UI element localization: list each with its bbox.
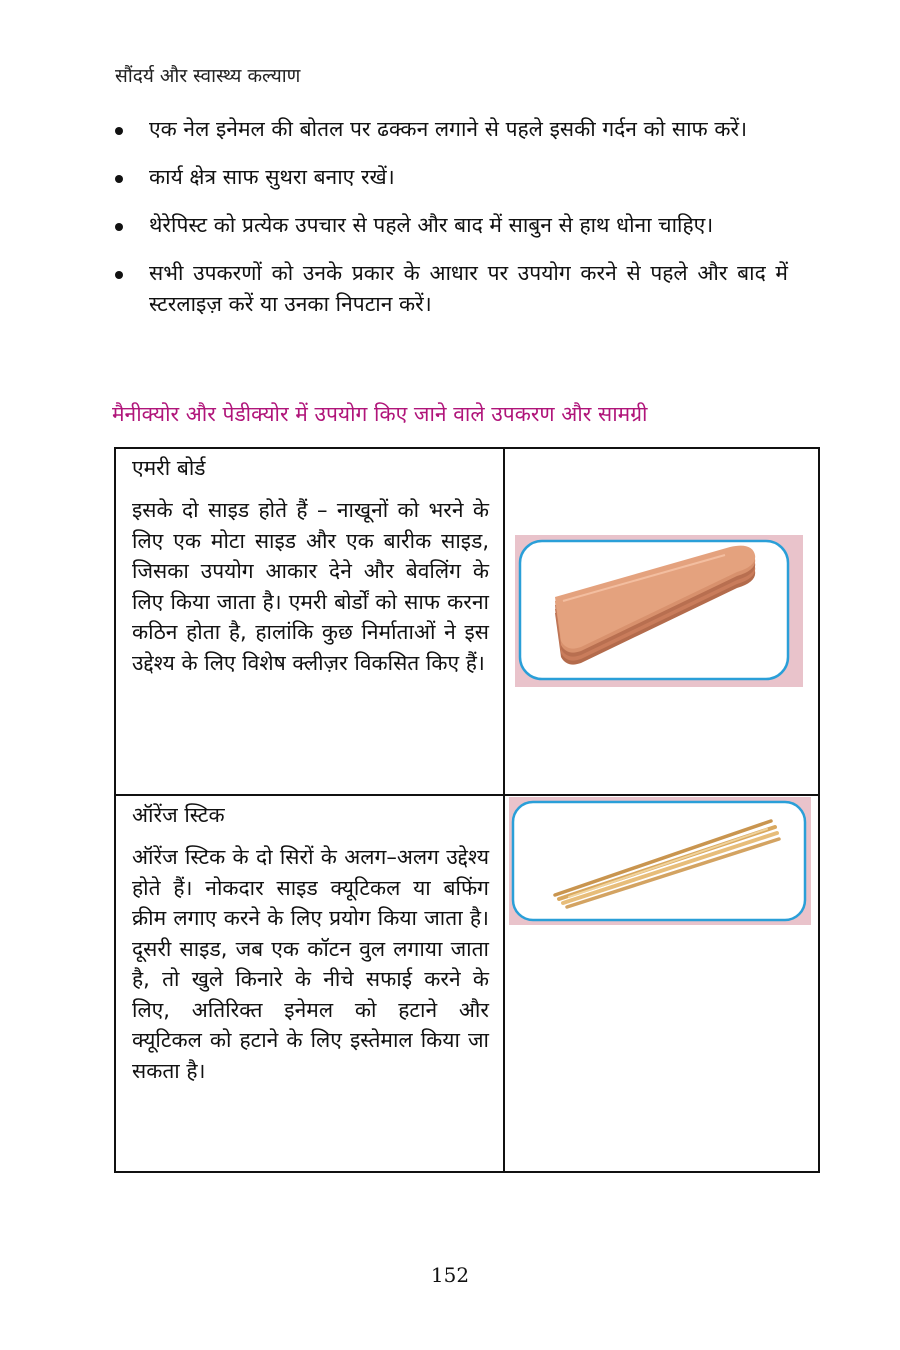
page-number: 152: [430, 1263, 470, 1287]
bullet-text: सभी उपकरणों को उनके प्रकार के आधार पर उपयोग करने से पहले और बाद में स्टरलाइज़ करें या उनका निपटान करें।: [149, 261, 788, 316]
list-item: [112, 162, 788, 193]
orange-stick-image: [509, 797, 811, 925]
running-header: सौंदर्य और स्वास्थ्य कल्याण: [115, 65, 301, 87]
tool-name: ऑरेंज स्टिक: [132, 803, 225, 827]
tool-description: इसके दो साइड होते हैं – नाखूनों को भरने के लिए एक मोटा साइड और एक बारीक साइड, जिसका उपयोग आकार देने और बेवलिंग के लिए किया जाता है। एमरी बोर्डों को साफ करना कठिन होता है, हालांकि कुछ निर्माताओं ने इस उद्देश्य के लिए विशेष क्लीज़र विकसित किए हैं।: [132, 498, 489, 675]
tool-text-cell: [115, 795, 504, 1172]
list-item: [112, 114, 788, 145]
tool-description: ऑरेंज स्टिक के दो सिरों के अलग–अलग उद्देश्य होते हैं। नोकदार साइड क्यूटिकल या बफिंग क्रीम लगाए करने के लिए प्रयोग किया जाता है। दूसरी साइड, जब एक कॉटन वुल लगाया जाता है, तो खुले किनारे के नीचे सफाई करने के लिए, अतिरिक्त इनेमल को हटाने और क्यूटिकल को हटाने के लिए इस्तेमाल किया जा सकता है।: [132, 845, 489, 1083]
list-item: [112, 258, 788, 320]
bullet-icon: [115, 175, 123, 183]
emery-board-image: [515, 535, 803, 687]
list-item: [112, 210, 788, 241]
bullet-icon: [115, 271, 123, 279]
bullet-text: थेरेपिस्ट को प्रत्येक उपचार से पहले और बाद में साबुन से हाथ धोना चाहिए।: [149, 213, 714, 237]
tools-table: [114, 447, 820, 1173]
bullet-text: एक नेल इनेमल की बोतल पर ढक्कन लगाने से पहले इसकी गर्दन को साफ करें।: [149, 117, 748, 141]
bullet-icon: [115, 223, 123, 231]
bullet-list: [112, 114, 788, 337]
tool-image-cell: [504, 795, 819, 1172]
section-heading: मैनीक्योर और पेडीक्योर में उपयोग किए जाने वाले उपकरण और सामग्री: [112, 402, 648, 426]
table-row: [115, 795, 819, 1172]
tool-image-cell: [504, 448, 819, 795]
tool-text-cell: [115, 448, 504, 795]
table-row: [115, 448, 819, 795]
bullet-icon: [115, 127, 123, 135]
bullet-text: कार्य क्षेत्र साफ सुथरा बनाए रखें।: [149, 165, 395, 189]
tool-name: एमरी बोर्ड: [132, 456, 206, 480]
